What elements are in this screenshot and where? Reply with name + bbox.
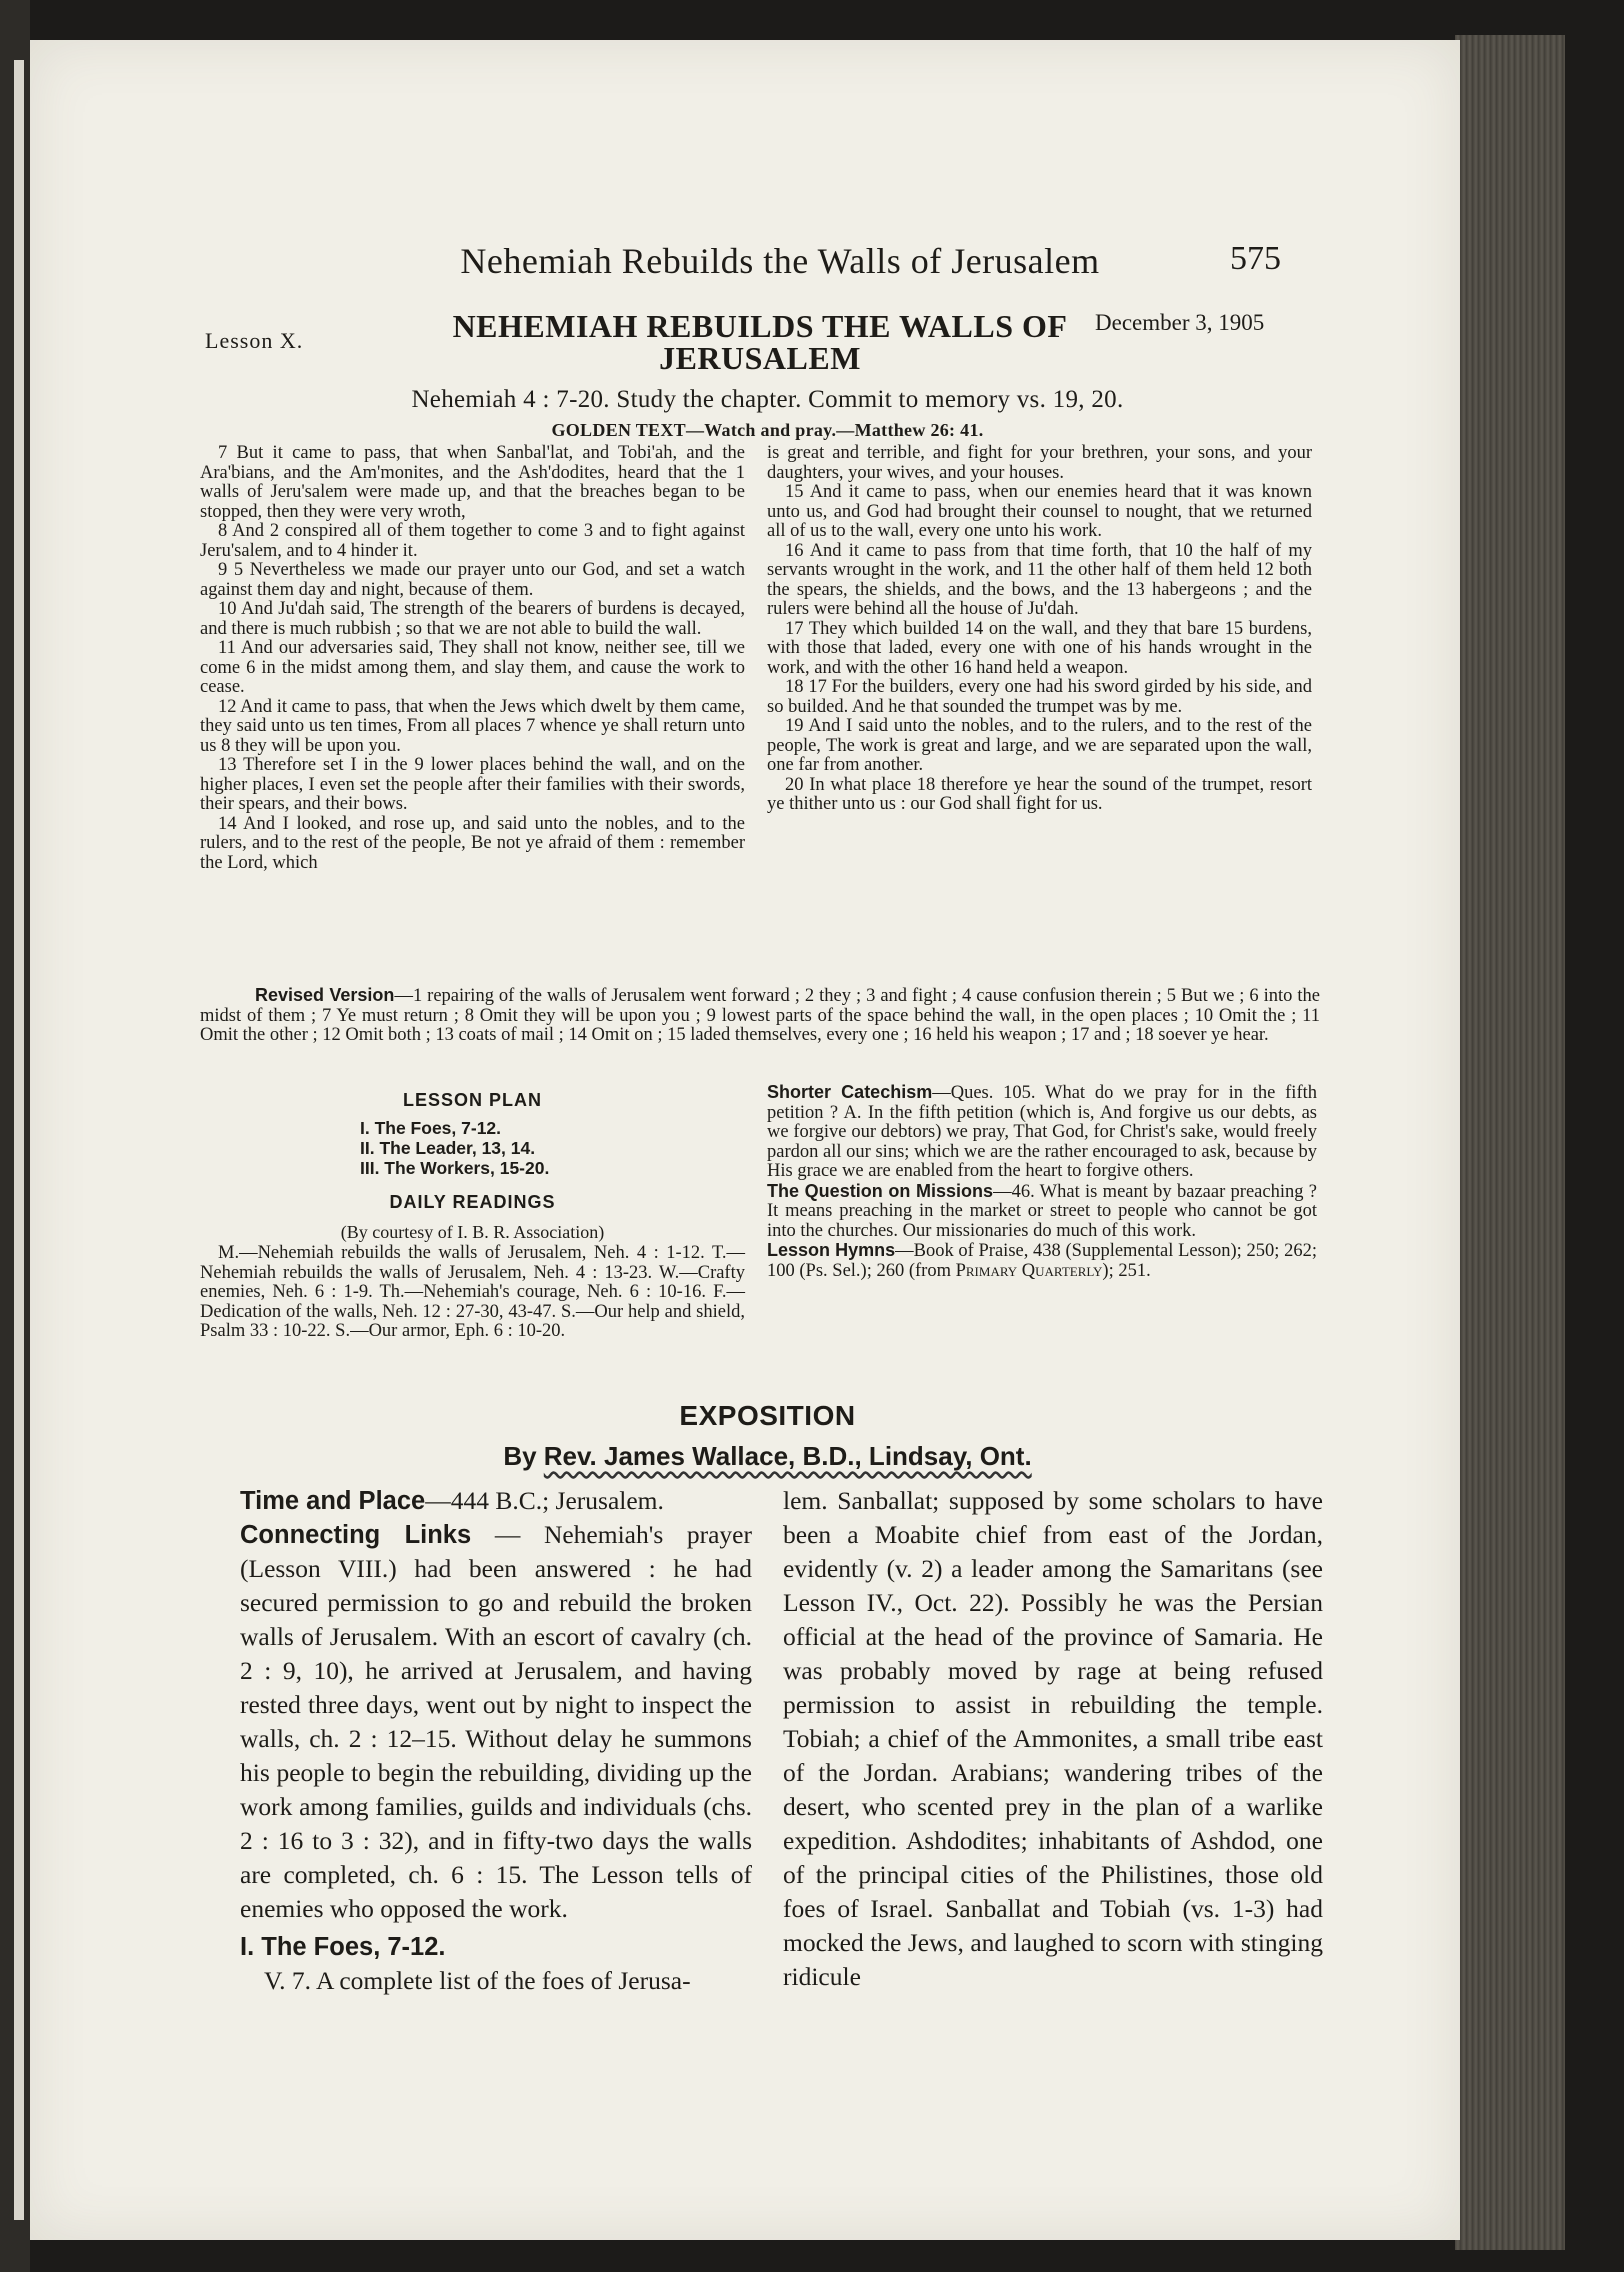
- links-label: Connecting Links: [240, 1521, 472, 1549]
- exposition-continued: lem. Sanballat; supposed by some scholars to have been a Moabite chief from east of the Jordan, evidently (v. 2) a leader among the Samaritans (see Lesson IV., Oct. 22). Possibly he was the Persian official at the head of the province of Samaria. He was probably moved by rage at being refused permission to assist in rebuilding the temple. Tobiah; a chief of the Ammonites, a small tribe east of the Jordan. Arabians; wandering tribes of the desert, who scented prey in the plan of a warlike expedition. Ashdodites; inhabitants of Ashdod, one of the principal cities of the Philistines, those old foes of Israel. Sanballat and Tobiah (vs. 1-3) had mocked the Jews, and laughed to scorn with stinging ridicule: [783, 1486, 1323, 1991]
- verse-18: 18 17 For the builders, every one had his sword girded by his side, and so builded. And he that sounded the trumpet was by me.: [767, 677, 1312, 717]
- golden-text: GOLDEN TEXT—Watch and pray.—Matthew 26: 41.: [551, 420, 984, 440]
- hymns-quarterly: Primary Quarterly: [955, 1260, 1103, 1281]
- exposition-heading: EXPOSITION: [679, 1400, 856, 1431]
- lesson-plan-item: II. The Leader, 13, 14.: [360, 1138, 536, 1158]
- facing-page-edge: [0, 0, 30, 2272]
- verse-13: 13 Therefore set I in the 9 lower places behind the wall, and on the higher places, I even set the people after their families with their swords, their spears, and their bows.: [200, 755, 745, 814]
- connecting-links: [240, 1518, 752, 1926]
- author-name: Rev. James Wallace, B.D., Lindsay, Ont.: [543, 1441, 1032, 1471]
- missions-label: The Question on Missions: [767, 1180, 994, 1201]
- lesson-hymns: [767, 1241, 1317, 1281]
- hymns-end: ); 251.: [1102, 1260, 1151, 1281]
- time-text: —444 B.C.; Jerusalem.: [425, 1486, 664, 1515]
- author-prefix: By: [503, 1441, 544, 1471]
- verse-10: 10 And Ju'dah said, The strength of the bearers of burdens is decayed, and there is much rubbish ; so that we are not able to build the wall.: [200, 599, 745, 639]
- revised-version-text: —1 repairing of the walls of Jerusalem went forward ; 2 they ; 3 and fight ; 4 cause confusion therein ; 5 But we ; 6 into the midst of them ; 7 Ye must return ; 8 Omit they will be upon you ; 9 lowest parts of the space behind the wall, in the open places ; 10 Omit the ; 11 Omit the other ; 12 Omit both ; 13 coats of mail ; 14 Omit on ; 15 laded themselves, every one ; 16 held his weapon ; 17 and ; 18 soever ye hear.: [200, 986, 1320, 1045]
- verse-14-continued: is great and terrible, and fight for your brethren, your sons, and your daughters, your wives, and your houses.: [767, 443, 1312, 483]
- links-text: — Nehemiah's prayer (Lesson VIII.) had been answered : he had secured permission to go and rebuild the broken walls of Jerusalem. With an escort of cavalry (ch. 2 : 9, 10), he arrived at Jerusalem, and having rested three days, went out by night to inspect the walls, ch. 2 : 12–15. Without delay he summons his people to begin the rebuilding, dividing up the work among families, guilds and individuals (chs. 2 : 16 to 3 : 32), and in fifty-two days the walls are completed, ch. 6 : 15. The Lesson tells of enemies who opposed the work.: [240, 1520, 752, 1923]
- catechism-missions-hymns: [767, 1083, 1317, 1281]
- lesson-title: NEHEMIAH REBUILDS THE WALLS OF JERUSALEM: [452, 308, 1068, 376]
- lesson-date: December 3, 1905: [1095, 310, 1265, 335]
- book-fore-edge: [1455, 35, 1565, 2250]
- verse-11: 11 And our adversaries said, They shall not know, neither see, till we come 6 in the midst among them, and slay them, and cause the work to cease.: [200, 638, 745, 697]
- page-number: 575: [1230, 240, 1281, 277]
- verse-17: 17 They which builded 14 on the wall, and they that bare 15 burdens, with those that laded, every one with one of his hands wrought in the work, and with the other 16 hand held a weapon.: [767, 618, 1312, 678]
- time-label: Time and Place: [240, 1487, 426, 1515]
- lesson-plan-item: I. The Foes, 7-12.: [360, 1118, 502, 1138]
- lesson-plan-heading: LESSON PLAN: [402, 1090, 542, 1110]
- scripture-reference: Nehemiah 4 : 7-20. Study the chapter. Commit to memory vs. 19, 20.: [411, 386, 1124, 413]
- lesson-number: Lesson X.: [205, 328, 304, 353]
- daily-readings-courtesy: (By courtesy of I. B. R. Association): [340, 1222, 605, 1242]
- lesson-plan-item: III. The Workers, 15-20.: [360, 1158, 550, 1178]
- missions-text: —46. What is meant by bazaar preaching ? It means preaching in the market or street to people who cannot be got into the churches. Our missionaries do much of this work.: [767, 1181, 1318, 1241]
- lesson-plan-list: [360, 1118, 549, 1178]
- verse-12: 12 And it came to pass, that when the Jews which dwelt by them came, they said unto us ten times, From all places 7 whence ye shall return unto us 8 they will be upon you.: [200, 696, 745, 756]
- verse-20: 20 In what place 18 therefore ye hear the sound of the trumpet, resort ye thither unto us : our God shall fight for us.: [767, 774, 1312, 814]
- daily-readings-text: [200, 1244, 745, 1342]
- verse-8: 8 And 2 conspired all of them together to come 3 and to fight against Jeru'salem, and to 4 hinder it.: [200, 521, 745, 561]
- revised-version-label: Revised Version: [255, 985, 395, 1005]
- shorter-catechism-text: —Ques. 105. What do we pray for in the fifth petition ? A. In the fifth petition (which is, And forgive us our debts, as we forgive our debtors) we pray, That God, for Christ's sake, would freely pardon all our sins; which we are the rather encouraged to ask, because by His grace we are enabled from the heart to forgive others.: [767, 1083, 1317, 1181]
- scripture-right-column: [767, 444, 1312, 815]
- verse-16: 16 And it came to pass from that time forth, that 10 the half of my servants wrought in the work, and 11 the other half of them held 12 both the spears, the shields, and the bows, and the 13 habergeons ; and the rulers were behind all the house of Ju'dah.: [767, 540, 1312, 619]
- verse-19: 19 And I said unto the nobles, and to the rulers, and to the rest of the people, The work is great and large, and we are separated upon the wall, one far from another.: [767, 716, 1312, 775]
- daily-readings-list: M.—Nehemiah rebuilds the walls of Jerusalem, Neh. 4 : 1-12. T.—Nehemiah rebuilds the walls of Jerusalem, Neh. 4 : 13-23. W.—Crafty enemies, Neh. 6 : 1-9. Th.—Nehemiah's courage, Neh. 6 : 10-16. F.—Dedication of the walls, Neh. 12 : 27-30, 43-47. S.—Our help and shield, Psalm 33 : 10-22. S.—Our armor, Eph. 6 : 10-20.: [200, 1243, 745, 1341]
- exposition-left-column: [240, 1484, 752, 1998]
- verse-7-commentary: V. 7. A complete list of the foes of Jerusa-: [264, 1966, 691, 1995]
- verse-9: 9 5 Nevertheless we made our prayer unto our God, and set a watch against them day and night, because of them.: [200, 560, 745, 600]
- exposition-right-column: [783, 1484, 1323, 1994]
- revised-version-note: [200, 986, 1320, 1046]
- hymns-label: Lesson Hymns: [767, 1240, 896, 1260]
- shorter-catechism: [767, 1083, 1317, 1182]
- time-and-place: [240, 1484, 752, 1518]
- verse-7: 7 But it came to pass, that when Sanbal'lat, and Tobi'ah, and the Ara'bians, and the Am'monites, and the Ash'dodites, heard that the 1 walls of Jeru'salem were made up, and that the breaches began to be stopped, then they were very wroth,: [200, 443, 745, 522]
- verse-14: 14 And I looked, and rose up, and said unto the nobles, and to the rulers, and to the rest of the people, Be not ye afraid of them : remember the Lord, which: [200, 813, 745, 873]
- foes-section-heading: I. The Foes, 7-12.: [240, 1933, 446, 1961]
- running-head-title: Nehemiah Rebuilds the Walls of Jerusalem: [460, 241, 1100, 281]
- daily-readings-heading: DAILY READINGS: [389, 1192, 556, 1212]
- question-on-missions: [767, 1182, 1317, 1242]
- shorter-catechism-label: Shorter Catechism: [767, 1082, 933, 1102]
- verse-15: 15 And it came to pass, when our enemies heard that it was known unto us, and God had brought their counsel to nought, that we returned all of us to the wall, every one unto his work.: [767, 482, 1312, 541]
- hymns-text: —Book of Praise, 438 (Supplemental Lesson); 250; 262; 100 (Ps. Sel.); 260 (from: [767, 1241, 1317, 1281]
- exposition-author: [200, 1441, 1335, 1472]
- scripture-left-column: [200, 444, 745, 873]
